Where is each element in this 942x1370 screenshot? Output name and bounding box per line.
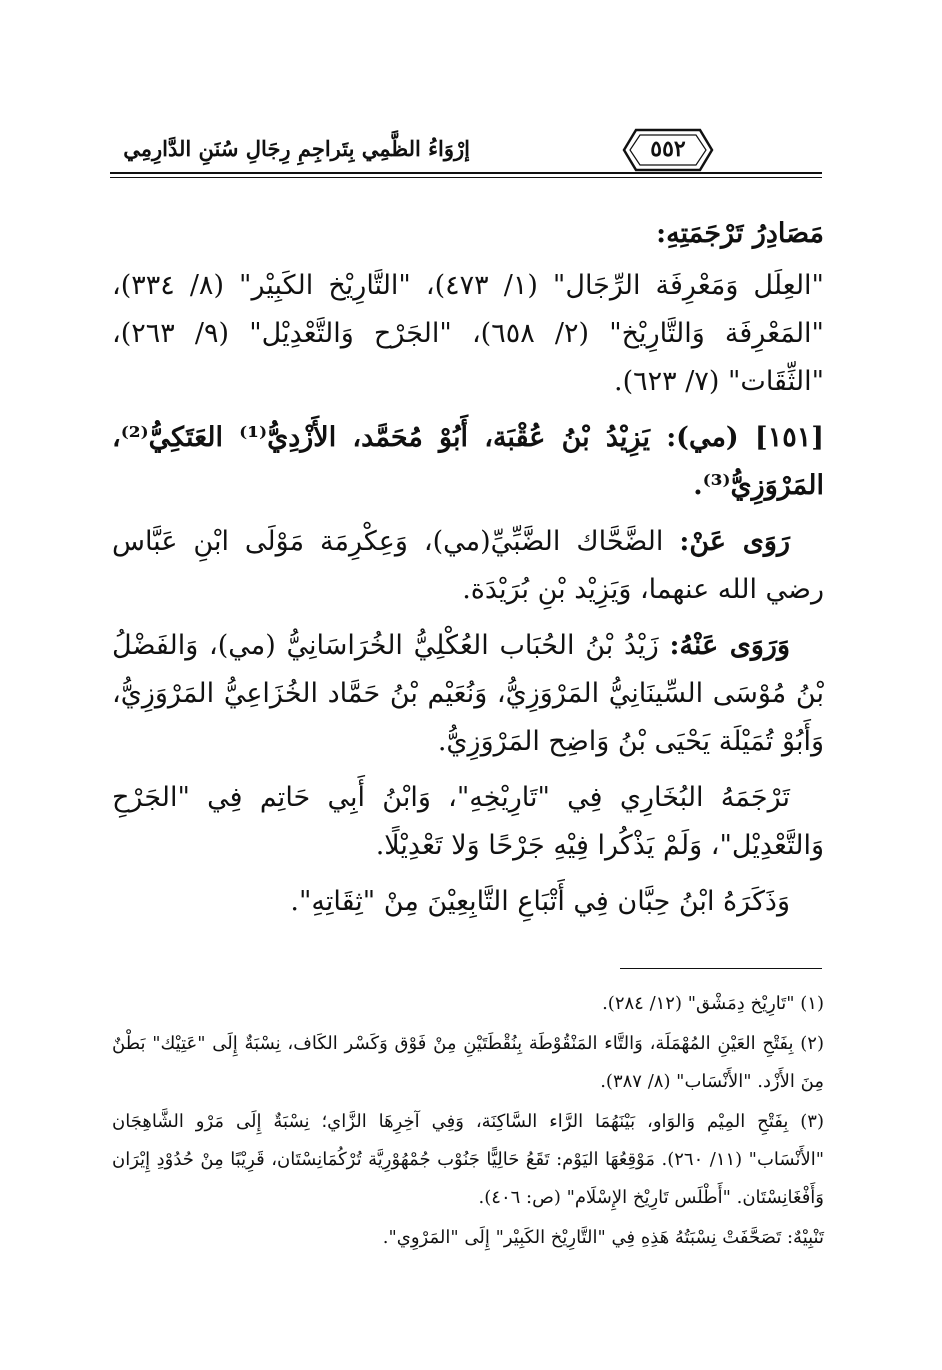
- ibn-hibban-paragraph: وَذَكَرَهُ ابْنُ حِبَّان فِي أَتْبَاعِ التَّابِعِيْنَ مِنْ "ثِقَاتِهِ".: [290, 886, 790, 917]
- footnotes: [112, 985, 824, 1259]
- narrated-by-text: زَيْدُ بْنُ الحُبَاب العُكْلِيُّ الخُرَاسَانِيُّ (مي)، وَالفَضْلُ بْنُ مُوْسَى السِّينَانِيُّ المَرْوَزِيُّ، وَنُعَيْم بْنُ حَمَّاد الخُزَاعِيُّ المَرْوَزِيُّ، وَأَبُوْ تُمَيْلَة يَحْيَى بْنُ وَاضِح المَرْوَزِيُّ.: [112, 630, 824, 757]
- sources-text: "العِلَل وَمَعْرِفَة الرِّجَال" (١/ ٤٧٣)، "التَّارِيْخ الكَبِيْر" (٨/ ٣٣٤)، "المَعْرِفَة وَالتَّارِيْخ" (٢/ ٦٥٨)، "الجَرْح وَالتَّعْدِيْل" (٩/ ٢٦٣)، "الثِّقَات" (٧/ ٦٢٣).: [112, 270, 824, 397]
- page-number: ٥٥٢: [650, 136, 686, 162]
- header-rule-thin: [110, 177, 822, 178]
- bukhari-paragraph: تَرْجَمَهُ البُخَارِي فِي "تَارِيْخِهِ"، وَابْنُ أَبِي حَاتِم فِي "الجَرْحِ وَالتَّعْدِيْل"، وَلَمْ يَذْكُرا فِيْهِ جَرْحًا وَلا تَعْدِيْلًا.: [112, 782, 824, 861]
- footnote-2: (٢) بِفَتْحِ العَيْنِ المُهْمَلَة، وَالتَّاء المَنْقُوْطَة بِنُقْطَتَيْنِ مِنْ فَوْق وَكَسْر الكَاف، نِسْبَةٌ إِلَى "عَتِيْك" بَطْنٌ مِنَ الأَزْد. "الأَنْسَاب" (٨/ ٣٨٧).: [112, 1033, 824, 1092]
- sources-title: مَصَادِرُ تَرْجَمَتِهِ:: [656, 218, 824, 249]
- footnote-separator: [620, 968, 822, 969]
- page-number-badge: [622, 128, 714, 172]
- narrated-from-paragraph: [112, 518, 824, 614]
- header-rule: [110, 172, 822, 174]
- footnote-3: (٣) بِفَتْحِ المِيْم وَالوَاو، بَيْنَهُمَا الرَّاء السَّاكِنَة، وَفِي آخِرِهَا الزَّاي؛ نِسْبَةٌ إِلَى مَرْو الشَّاهِجَان "الأَنْسَاب" (١١/ ٢٦٠). مَوْقِعُهَا اليَوْم: تَقَعُ حَالِيًّا جَنُوْب جُمْهُوْرِيَّة تُرْكُمَانِسْتَان، قَرِيْبًا مِنْ حُدُوْدِ إِيْرَان وَأَفْغَانِسْتَان. "أَطْلَس تَارِيْخ الإِسْلَام" (ص: ٤٠٦).: [112, 1111, 824, 1208]
- book-title: إرْوَاءُ الظَّمِي بِتَراجِمِ رِجَالِ سُنَنِ الدَّارِمِي: [123, 136, 470, 161]
- page-header: [110, 128, 822, 178]
- footnote-1: (١) "تَارِيْخ دِمَشْق" (١٢/ ٢٨٤).: [602, 993, 824, 1014]
- main-text: [112, 210, 824, 934]
- entry-heading: [١٥١] (مي): يَزِيْدُ بْنُ عُقْبَة، أَبُوْ مُحَمَّد، الأَزْدِيُّ⁽¹⁾ العَتَكِيُّ⁽²⁾، المَرْوَزِيُّ⁽³⁾.: [112, 422, 824, 501]
- narrated-from-label: رَوَى عَنْ:: [679, 526, 790, 557]
- footnote-note: تَنْبِيْهٌ: تَصَحَّفَتْ نِسْبَتُهُ هَذِهِ فِي "التَّارِيْخ الكَبِيْر" إِلَى "المَرْوِي".: [382, 1227, 824, 1248]
- narrated-from-text: الضَّحَّاك الضَّبِّيِّ(مي)، وَعِكْرِمَة مَوْلَى ابْنِ عَبَّاس رضي الله عنهما، وَيَزِيْد بْنِ بُرَيْدَة.: [112, 526, 824, 605]
- narrated-by-paragraph: [112, 622, 824, 766]
- narrated-by-label: وَرَوَى عَنْهُ:: [669, 630, 790, 661]
